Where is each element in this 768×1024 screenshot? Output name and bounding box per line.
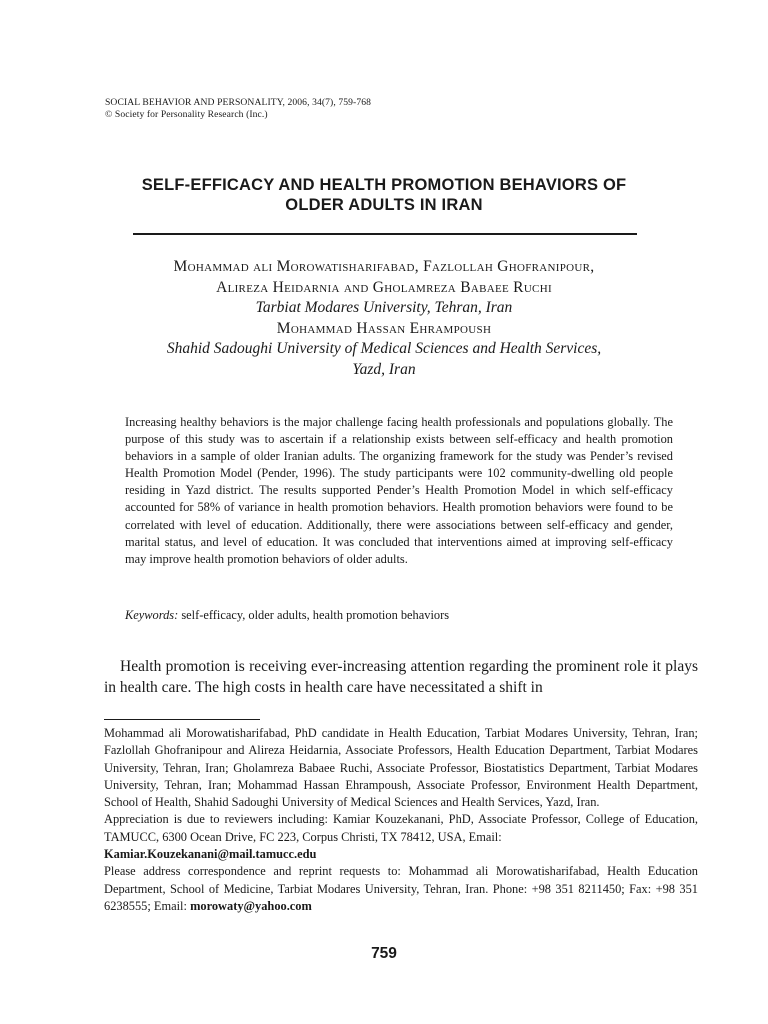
abstract: Increasing healthy behaviors is the major challenge facing health professionals and populations globally. The purpose of this study was to ascertain if a relationship exists between self-efficacy and health promotion behaviors in a sample of older Iranian adults. The organizing framework for the study was Pender’s revised Health Promotion Model (Pender, 1996). The study participants were 102 community-dwelling old people residing in Yazd district. The results supported Pender’s Health Promotion Model in which self-efficacy accounted for 58% of variance in health promotion behaviors. Health promotion behaviors were found to be correlated with level of education. Additionally, there were associations between self-efficacy and gender, marital status, and level of education. It was concluded that interventions aimed at improving self-efficacy may improve health promotion behaviors of older adults. bbox=[125, 415, 673, 566]
title-line-1: SELF-EFFICACY AND HEALTH PROMOTION BEHAVIORS OF bbox=[141, 176, 627, 194]
article-title bbox=[90, 175, 678, 215]
correspondence-text: Please address correspondence and reprint requests to: Mohammad ali Morowatisharifabad, Health Education Department, School of Medicine, Tarbiat Modares University, Tehran, Iran. Phone: +98 351 8211450; Fax: +98 351 6238555; Email: bbox=[104, 864, 698, 913]
footnote-authors: Mohammad ali Morowatisharifabad, PhD candidate in Health Education, Tarbiat Modares University, Tehran, Iran; Fazlollah Ghofranipour and Alireza Heidarnia, Associate Professors, Health Education Department, Tarbiat Modares University, Tehran, Iran; Gholamreza Babaee Ruchi, Associate Professor, Biostatistics Department, Tarbiat Modares University, Tehran, Iran; Mohammad Hassan Ehrampoush, Associate Professor, Environment Health Department, School of Health, Shahid Sadoughi University of Medical Sciences and Health Services, Yazd, Iran. bbox=[104, 726, 698, 810]
body-paragraph: Health promotion is receiving ever-increasing attention regarding the prominent role it plays in health care. The high costs in health care have necessitated a shift in bbox=[104, 658, 698, 697]
author-line-1: Mohammad ali Morowatisharifabad, Fazlollah Ghofranipour, bbox=[173, 258, 595, 275]
journal-citation: SOCIAL BEHAVIOR AND PERSONALITY, 2006, 34(7), 759-768 bbox=[105, 97, 372, 108]
keywords bbox=[125, 607, 673, 624]
appreciation-text: Appreciation is due to reviewers including: Kamiar Kouzekanani, PhD, Associate Professor, College of Education, TAMUCC, 6300 Ocean Drive, FC 223, Corpus Christi, TX 78412, USA, Email: bbox=[104, 812, 698, 844]
correspondence-email-link[interactable]: morowaty@yahoo.com bbox=[190, 898, 312, 913]
keywords-text: self-efficacy, older adults, health promotion behaviors bbox=[181, 608, 450, 622]
page-number: 759 bbox=[371, 945, 397, 962]
title-line-2: OLDER ADULTS IN IRAN bbox=[285, 196, 483, 214]
author-line-2: Alireza Heidarnia and Gholamreza Babaee Ruchi bbox=[216, 278, 552, 296]
title-divider bbox=[133, 233, 637, 235]
journal-header bbox=[105, 97, 371, 121]
keywords-label: Keywords: bbox=[125, 608, 179, 622]
author-block bbox=[80, 257, 688, 381]
affiliation-2-line-1: Shahid Sadoughi University of Medical Sciences and Health Services, bbox=[166, 340, 602, 358]
footnote-divider bbox=[104, 719, 260, 720]
author-line-3: Mohammad Hassan Ehrampoush bbox=[276, 319, 492, 337]
affiliation-1: Tarbiat Modares University, Tehran, Iran bbox=[255, 299, 513, 317]
appreciation-email-link[interactable]: Kamiar.Kouzekanani@mail.tamucc.edu bbox=[104, 847, 317, 862]
footnotes bbox=[104, 725, 698, 915]
affiliation-2-line-2: Yazd, Iran bbox=[352, 360, 416, 378]
copyright-notice: © Society for Personality Research (Inc.) bbox=[105, 109, 268, 120]
footnote-appreciation bbox=[104, 811, 698, 863]
footnote-correspondence bbox=[104, 863, 698, 915]
